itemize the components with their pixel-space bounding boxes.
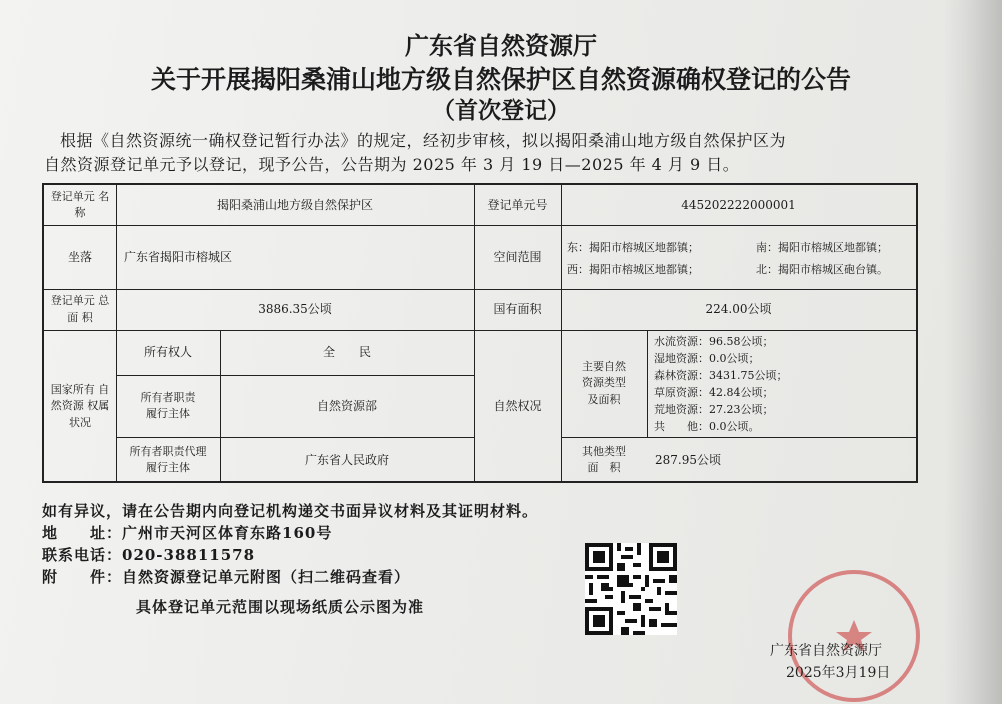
- qr-code[interactable]: [585, 543, 677, 635]
- agent-label: 所有者职责代理 履行主体: [129, 444, 207, 474]
- notice-subtitle: （首次登记）: [432, 97, 570, 124]
- attachment-line: 附 件：自然资源登记单元附图（扫二维码查看）: [42, 568, 411, 586]
- resource-forest: 森林资源：3431.75公顷；: [654, 369, 788, 382]
- owner-label: 所有权人: [143, 345, 192, 360]
- spatial-south: 南：揭阳市榕城区地都镇；: [756, 241, 888, 254]
- spatial-east: 东：揭阳市榕城区地都镇；: [567, 241, 699, 254]
- unit-no-label: 登记单元号: [487, 197, 548, 212]
- location-value: 广东省揭阳市榕城区: [124, 249, 233, 264]
- intro-line-2: 自然资源登记单元予以登记，现予公告，公告期为 2025 年 3 月 19 日—2025 年 4 月 9 日。: [44, 155, 740, 174]
- spatial-north: 北：揭阳市榕城区砲台镇。: [756, 263, 888, 276]
- unit-name-value: 揭阳桑浦山地方级自然保护区: [216, 197, 373, 212]
- unit-name-label: 登记单元 名 称: [50, 189, 110, 219]
- unit-no-value: 445202222000001: [681, 197, 796, 212]
- notice-date: 2025年3月19日: [786, 665, 891, 681]
- resource-list: [654, 333, 788, 435]
- resource-grassland: 草原资源：42.84公顷；: [654, 386, 774, 399]
- registration-table: [42, 183, 918, 483]
- objection-text: 如有异议，请在公告期内向登记机构递交书面异议材料及其证明材料。: [42, 502, 539, 520]
- total-area-label: 登记单元 总 面 积: [50, 294, 110, 324]
- duty-value: 自然资源部: [316, 398, 377, 413]
- phone-line: 联系电话：020-38811578: [42, 546, 256, 564]
- scope-note: 具体登记单元范围以现场纸质公示图为准: [136, 598, 425, 616]
- official-seal: [788, 570, 920, 702]
- resource-water: 水流资源：96.58公顷；: [654, 335, 774, 348]
- spatial-label: 空间范围: [493, 249, 542, 264]
- other-types-value: 287.95公顷: [655, 452, 721, 467]
- ownership-label: 国家所有 自然资源 权属状况: [50, 382, 110, 429]
- natural-rights-label: 自然权况: [493, 399, 542, 414]
- signer-name: 广东省自然资源厅: [770, 643, 882, 659]
- resource-other: 共 他：0.0公顷。: [654, 420, 760, 433]
- spatial-west: 西：揭阳市榕城区地都镇；: [567, 263, 699, 276]
- duty-label: 所有者职责 履行主体: [140, 390, 196, 420]
- resource-wetland: 湿地资源：0.0公顷；: [654, 352, 760, 365]
- resource-wasteland: 荒地资源：27.23公顷；: [654, 403, 774, 416]
- owner-value: 全 民: [322, 345, 371, 360]
- intro-line-1: 根据《自然资源统一确权登记暂行办法》的规定，经初步审核，拟以揭阳桑浦山地方级自然保护区为: [60, 131, 787, 150]
- total-area-value: 3886.35公顷: [258, 302, 332, 317]
- state-area-value: 224.00公顷: [705, 302, 772, 317]
- agency-title: 广东省自然资源厅: [405, 31, 597, 60]
- other-types-label: 其他类型 面 积: [582, 444, 626, 474]
- location-label: 坐落: [67, 249, 92, 264]
- agent-value: 广东省人民政府: [304, 452, 389, 467]
- table-line: [647, 330, 648, 437]
- state-area-label: 国有面积: [493, 302, 542, 317]
- address-line: 地 址：广州市天河区体育东路160号: [42, 524, 333, 542]
- qr-code-graphic: [585, 543, 677, 635]
- notice-title: 关于开展揭阳桑浦山地方级自然保护区自然资源确权登记的公告: [150, 65, 851, 94]
- main-types-label: 主要自然 资源类型 及面积: [582, 359, 626, 406]
